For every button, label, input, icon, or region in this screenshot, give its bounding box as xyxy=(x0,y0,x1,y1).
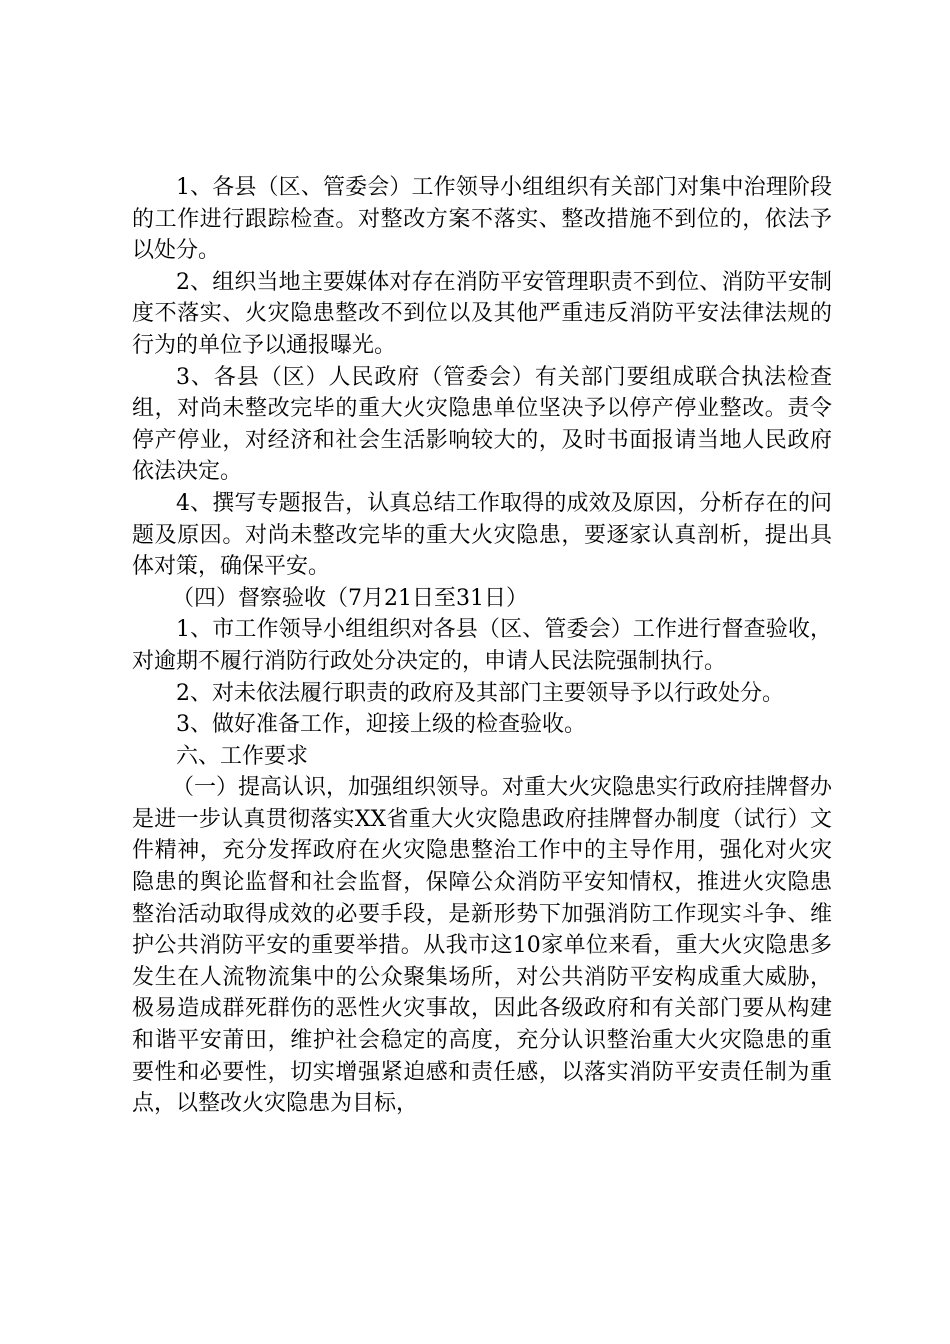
paragraph-3: 3、各县（区）人民政府（管委会）有关部门要组成联合执法检查组，对尚未整改完毕的重大火灾隐患单位坚决予以停产停业整改。责令停产停业，对经济和社会生活影响较大的，及时书面报请当地人民政府依法决定。 xyxy=(132,364,832,485)
paragraph-2: 2、组织当地主要媒体对存在消防平安管理职责不到位、消防平安制度不落实、火灾隐患整改不到位以及其他严重违反消防平安法律法规的行为的单位予以通报曝光。 xyxy=(132,269,832,358)
paragraph-4: 4、撰写专题报告，认真总结工作取得的成效及原因，分析存在的问题及原因。对尚未整改完毕的重大火灾隐患，要逐家认真剖析，提出具体对策，确保平安。 xyxy=(132,490,832,580)
paragraph-6: 2、对未依法履行职责的政府及其部门主要领导予以行政处分。 xyxy=(176,680,784,706)
document-body xyxy=(132,172,832,1120)
section-heading-requirements: 六、工作要求 xyxy=(176,743,309,769)
section-heading-inspection: （四）督察验收（7月21日至31日） xyxy=(172,585,528,611)
paragraph-8: （一）提高认识，加强组织领导。对重大火灾隐患实行政府挂牌督办是进一步认真贯彻落实XX省重大火灾隐患政府挂牌督办制度（试行）文件精神，充分发挥政府在火灾隐患整治工作中的主导作用，强化对火灾隐患的舆论监督和社会监督，保障公众消防平安知情权，推进火灾隐患整治活动取得成效的必要手段，是新形势下加强消防工作现实斗争、维护公共消防平安的重要举措。从我市这10家单位来看，重大火灾隐患多发生在人流物流集中的公众聚集场所，对公共消防平安构成重大威胁，极易造成群死群伤的恶性火灾事故，因此各级政府和有关部门要从构建和谐平安莆田，维护社会稳定的高度，充分认识整治重大火灾隐患的重要性和必要性，切实增强紧迫感和责任感，以落实消防平安责任制为重点，以整改火灾隐患为目标， xyxy=(132,775,833,1117)
paragraph-1: 1、各县（区、管委会）工作领导小组组织有关部门对集中治理阶段的工作进行跟踪检查。对整改方案不落实、整改措施不到位的，依法予以处分。 xyxy=(132,175,832,264)
paragraph-5: 1、市工作领导小组组织对各县（区、管委会）工作进行督查验收，对逾期不履行消防行政处分决定的，申请人民法院强制执行。 xyxy=(132,617,832,674)
paragraph-7: 3、做好准备工作，迎接上级的检查验收。 xyxy=(176,712,586,738)
